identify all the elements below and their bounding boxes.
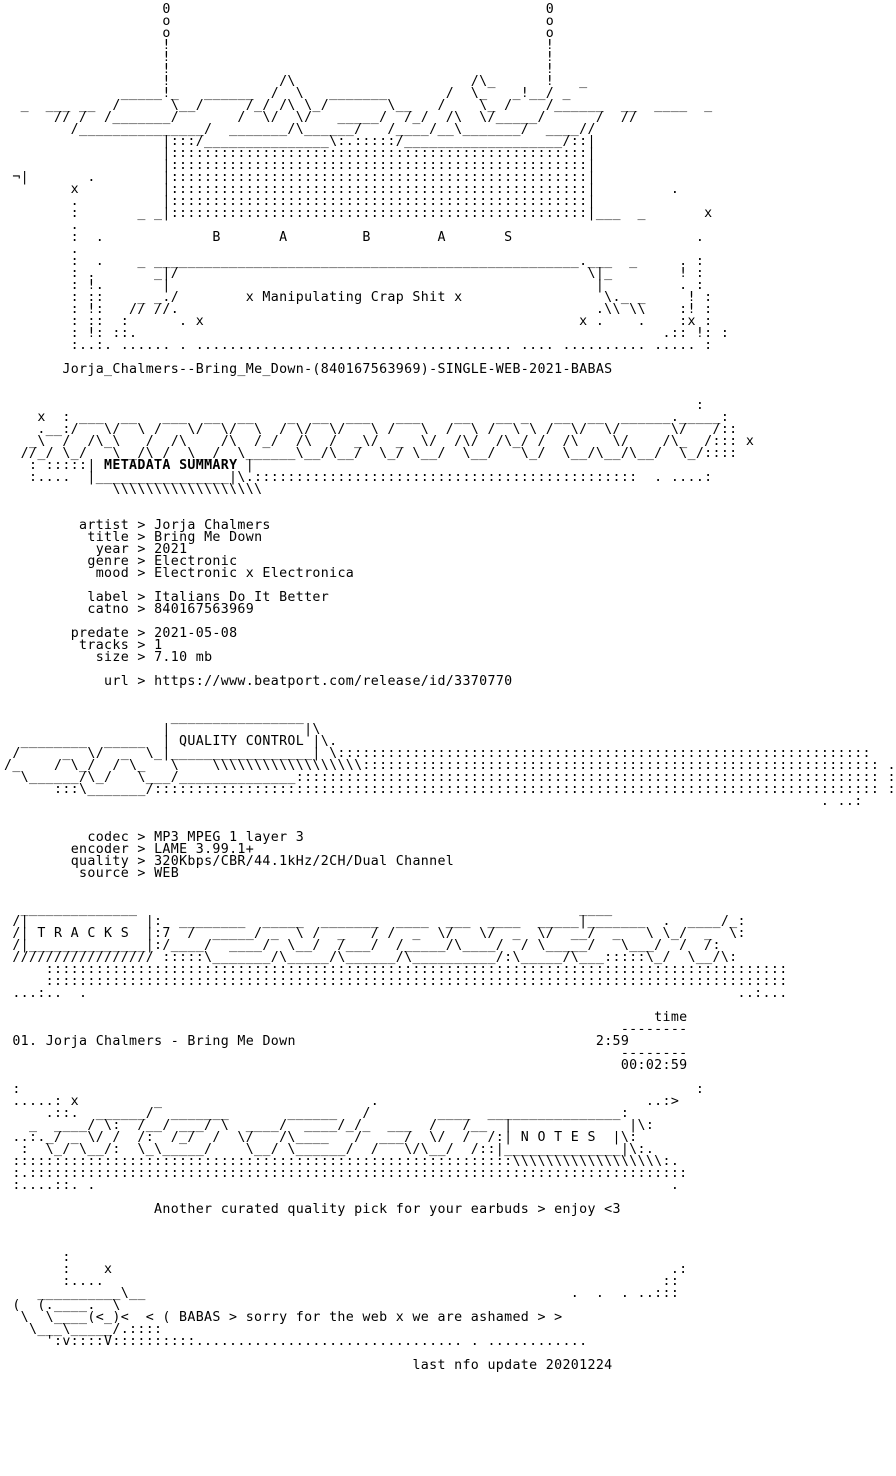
quality-value: 320Kbps/CBR/44.1kHz/2CH/Dual Channel [154, 854, 455, 869]
quality-value: LAME 3.99.1+ [154, 842, 255, 857]
notes-ascii-art: : : .....: x _ . ..:> .::. ______/ _______ ______ / ____ ________________: _ ____/ \: /__/ ___/ \ ____/ ____/_/_ ___ / /__ | |\: ..:._/ _ \/ / /: /_/ / \/ /\____ / ___/ \/ / /:| N O T E S |\: : \_/ \__/: \_\_____/ \__/ \______/ / \/\__/ /::|______________|\:. ::::::::::::::::::::::::::::::::::::::::::::::::::::::::::::\\\\\\\\\\\\\\\\\\:. :.::::::::::::::::::::::::::::::::::::::::::::::::::::::::::::::::::::::::::::::: :....::. . . [12, 1082, 705, 1193]
track-artist: Jorja Chalmers [45, 1034, 163, 1049]
metadata-value: 840167563969 [154, 602, 255, 617]
quality-key: encoder [70, 842, 130, 857]
footer-ascii-art-top: : : x .: :.... :: __________\__ . . . ..::: [37, 1250, 688, 1301]
release-url-link[interactable]: https://www.beatport.com/release/id/3370770 [154, 674, 513, 689]
quality-row-codec: codec > MP3 MPEG 1 layer 3 [87, 830, 305, 845]
metadata-value: Bring Me Down [154, 530, 263, 545]
metadata-key: catno [87, 602, 130, 617]
metadata-summary-label: METADATA SUMMARY [104, 458, 238, 473]
metadata-value: 2021-05-08 [154, 626, 238, 641]
metadata-row-year: year > 2021 [95, 542, 188, 557]
footer-ascii-art: ( (.____. \ \ \____(<_)< < ( BABAS > sorry for the web x we are ashamed > > \___\_____/.:::: ':v::::V::::::::::................................ . ............ [12, 1298, 588, 1349]
track-time: 2:59 [595, 1034, 630, 1049]
metadata-key: title [87, 530, 130, 545]
header-ascii-art: 0 0 o o o o ! ! ! ! ! ! ! /\ /\_ ! _ _____!_ ______ / \ _______ / \_ _!__/ _ _ ___ __ / \__/ /_/ /\ \_/ \__ / \_ / /______ __ ____ _ // / /_______/ / \/ \/ _____/ /_/ /\ \/_____/ / // /_______________/ _______/\______/ /____/__\_______/ ____// |:::/_______________\:.:::::/___________________/::| |::::::::::::::::::::::::::::::::::::::::::::::::::| |::::::::::::::::::::::::::::::::::::::::::::::::::| ¬| . |::::::::::::::::::::::::::::::::::::::::::::::::::| x |::::::::::::::::::::::::::::::::::::::::::::::::::| . . |::::::::::::::::::::::::::::::::::::::::::::::::::| : _ _|::::::::::::::::::::::::::::::::::::::::::::::::::|___ _ x . : . B A B A S . . : . _ ___________________________________________________.___ _ . : : . _|/ \|_ ! : : !. | | . : : :: _ _./ x Manipulating Crap Shit x \._ _ ! : : !: // //. .\\ \\ :! : : :: : . x x . . :x : : !: ::. .:: !: : :..:. ...... . ...................................... .... .......... ..... : [12, 2, 730, 353]
metadata-value: 2021 [154, 542, 188, 557]
metadata-ascii-art-bottom: :.... |________________|\.:::::::::::::::::::::::::::::::::::::::::::::: . ....: \\\\\\\\\\\\\\\\\\ [29, 470, 713, 497]
notes-text: Another curated quality pick for your earbuds > enjoy <3 [154, 1202, 621, 1217]
metadata-row-url: url > https://www.beatport.com/release/id/3370770 [104, 674, 513, 689]
last-update-line: last nfo update 20201224 [412, 1358, 613, 1373]
metadata-key: genre [87, 554, 130, 569]
metadata-key: year [95, 542, 130, 557]
metadata-row-label: label > Italians Do It Better [87, 590, 330, 605]
quality-control-ascii-art: ________________ | |\ ________ _____ | QUALITY CONTROL |\. / _ \/ _ \_|_________________| \:::::::::::::::::::::::::::::::::::::::::::::::::::::::::::::::: /_ / \_/ / \_ \ \\\\\\\\\\\\\\\\\\:::::::::::::::::::::::::::::::::::::::::::::::::::::::::::::: . \______/\_/ \___/______________:::::::::::::::::::::::::::::::::::::::::::::::::::::::::::::::::::::: : :::\_______/::::::::::::::::::::::::::::::::::::::::::::::::::::::::::::::::::::::::::::::::::::::: : . ..: [4, 710, 896, 809]
quality-key: quality [70, 854, 130, 869]
total-time: 00:02:59 [620, 1058, 688, 1073]
metadata-key: tracks [79, 638, 130, 653]
metadata-row-size: size > 7.10 mb [95, 650, 213, 665]
metadata-key: size [95, 650, 130, 665]
metadata-key: url [104, 674, 130, 689]
quality-value: WEB [154, 866, 180, 881]
metadata-key: artist [79, 518, 130, 533]
metadata-value: Italians Do It Better [154, 590, 330, 605]
quality-key: codec [87, 830, 130, 845]
quality-row-source: source > WEB [79, 866, 180, 881]
release-name: Jorja_Chalmers--Bring_Me_Down-(840167563969)-SINGLE-WEB-2021-BABAS [62, 362, 613, 377]
quality-key: source [79, 866, 130, 881]
quality-row-encoder: encoder > LAME 3.99.1+ [70, 842, 255, 857]
metadata-key: label [87, 590, 130, 605]
metadata-value: Jorja Chalmers [154, 518, 271, 533]
track-time-header: time [654, 1010, 688, 1025]
metadata-row-tracks: tracks > 1 [79, 638, 163, 653]
track-number: 01. [12, 1034, 38, 1049]
metadata-key: mood [95, 566, 130, 581]
tracks-ascii-art: ______________ ____ /| |: ________ _____ _______ ____ ___ ____ _____|_______ . ____/_: /| T R A C K S |:7 / _____/ _ \ / _ / / _ \/ \/ _ \/ __/ _ \ \_/ _ \: /|______________|:/____/ ____/ \__/ /___/ /_____/\____/ / \_____/ \___/ / /: ///////////////// :::::\_______/\_____/\______/\__________/:\_____/\___:::::\_/ \__/\: ::::::::::::::::::::::::::::::::::::::::::::::::::::::::::::::::::::::::::::::::::::::::: ::::::::::::::::::::::::::::::::::::::::::::::::::::::::::::::::::::::::::::::::::::::::: ...:.. . ..:... [12, 902, 788, 1001]
nfo-document: 0 0 o o o o ! ! ! ! ! ! ! /\ /\_ ! _ _____!_ ______ / \ _______ / \_ _!__/ _ _ ___ __ / \__/ /_/ /\ \_/ \__ / \_ / /______ __ ____ _ // / /_______/ / \/ \/ _____/ /_/ /\ \/_____/ / // /_______________/ _______/\______/ /____/__\_______/ ____// |:::/_______________\:.:::::/___________________/::| |::::::::::::::::::::::::::::::::::::::::::::::::::| |::::::::::::::::::::::::::::::::::::::::::::::::::| ¬| . |::::::::::::::::::::::::::::::::::::::::::::::::::| x |::::::::::::::::::::::::::::::::::::::::::::::::::| . . |::::::::::::::::::::::::::::::::::::::::::::::::::| : _ _|::::::::::::::::::::::::::::::::::::::::::::::::::|___ _ x . : . B A B A S . . : . _ ___________________________________________________.___ _ . : : . _|/ \|_ ! : : !. | | . : : :: _ _./ x Manipulating Crap Shit x \._ _ ! : : !: // //. .\\ \\ :! : : :: : . x x . . :x : : !: ::. .:: !: : :..:. ...... . ...................................... .... .......... ..... : Jorja_Chalmers--Bring_Me_Down-(840167563969)-SINGLE-WEB-2021-BABAS : x : ___ __ ___ __ __ _ __ ___ ___ __ __ _ __ __ ______._____: .__:/ \/ \ / \/ \/ \ / \/ \/ \ / \ / \ / \ \ / \/ \/ \/ /:: _\ / /\_\ / /\ /\ /_/ /\ / _\/ _ \/ /\/ /\_/ / /\ \/ /\_ /::: x //_/ \_/ \__/\_/ \__/ \______\__/\__/ \_/ \__/ \__/ \_/ \__/\__/\__/ \_/:::: : :::::| METADATA SUMMARY | :.... |________________|\.:::::::::::::::::::::::::::::::::::::::::::::: . ....: \\\\\\\\\\\\\\\\\\ artist > Jorja Chalmers title > Bring Me Down year > 2021 genre > Electronic mood > Electronic x Electronica label > Italians Do It Better catno > 840167563969 predate > 2021-05-08 tracks > 1 size > 7.10 mb url > https://www.beatport.com/release/id/3370770 ________________ | |\ ________ _____ | QUALITY CONTROL |\. / _ \/ _ \_|_________________| \:::::::::::::::::::::::::::::::::::::::::::::::::::::::::::::::: /_ / \_/ / \_ \ \\\\\\\\\\\\\\\\\\:::::::::::::::::::::::::::::::::::::::::::::::::::::::::::::: . \______/\_/ \___/______________:::::::::::::::::::::::::::::::::::::::::::::::::::::::::::::::::::::: : :::\_______/::::::::::::::::::::::::::::::::::::::::::::::::::::::::::::::::::::::::::::::::::::::: : . ..: codec > MP3 MPEG 1 layer 3 encoder > LAME 3.99.1+ quality > 320Kbps/CBR/44.1kHz/2CH/Dual Channel source > WEB ______________ ____ /| |: ________ _____ _______ ____ ___ ____ _____|_______ . ____/_: /| T R A C K S |:7 / _____/ _ \ / _ / / _ \/ \/ _ \/ __/ _ \ \_/ _ \: /|______________|:/____/ ____/ \__/ /___/ /_____/\____/ / \_____/ \___/ / /: ///////////////// :::::\_______/\_____/\______/\__________/:\_____/\___:::::\_/ \__/\: ::::::::::::::::::::::::::::::::::::::::::::::::::::::::::::::::::::::::::::::::::::::::: ::::::::::::::::::::::::::::::::::::::::::::::::::::::::::::::::::::::::::::::::::::::::: ...:.. . ..:... time -------- 01. Jorja Chalmers - Bring Me Down 2:59 -------- 00:02:59 : : .....: x _ . ..:> .::. ______/ _______ ______ / ____ ________________: _ ____/ \: /__/ ___/ \ ____/ ____/_/_ ___ / /__ | |\: ..:._/ _ \/ / /: /_/ / \/ /\____ / ___/ \/ / /:| N O T E S |\: : \_/ \__/: \_\_____/ \__/ \______/ / \/\__/ /::|______________|\:. ::::::::::::::::::::::::::::::::::::::::::::::::::::::::::::\\\\\\\\\\\\\\\\\\:. :.::::::::::::::::::::::::::::::::::::::::::::::::::::::::::::::::::::::::::::::: :....::. . . Another curated quality pick for your earbuds > enjoy <3 : : x .: :.... :: __________\__ . . . ..::: ( (.____. \ \ \____(<_)< < ( BABAS > sorry for the web x we are ashamed > > \___\_____/.:::: ':v::::V::::::::::................................ . ............ last nfo update 20201224 [4, 2, 896, 1373]
metadata-value: Electronic [154, 554, 238, 569]
quality-value: MP3 MPEG 1 layer 3 [154, 830, 305, 845]
metadata-row-artist: artist > Jorja Chalmers [79, 518, 271, 533]
track-title: Bring Me Down [187, 1034, 296, 1049]
metadata-value: Electronic x Electronica [154, 566, 355, 581]
metadata-value: 1 [154, 638, 163, 653]
metadata-row-title: title > Bring Me Down [87, 530, 263, 545]
metadata-key: predate [70, 626, 130, 641]
metadata-row-genre: genre > Electronic [87, 554, 238, 569]
metadata-row-mood: mood > Electronic x Electronica [95, 566, 355, 581]
metadata-value: 7.10 mb [154, 650, 213, 665]
metadata-row-catno: catno > 840167563969 [87, 602, 255, 617]
metadata-ascii-art-top: : x : ___ __ ___ __ __ _ __ ___ ___ __ __ _ __ __ ______._____: .__:/ \/ \ / \/ \/ \ / \/ \/ \ / \ / \ / \ \ / \/ \/ \/ /:: _\ / /\_\ / /\ /\ /_/ /\ / _\/ _ \/ /\/ /\_/ / /\ \/ /\_ /::: x //_/ \_/ \__/\_/ \__/ \______\__/\__/ \_/ \__/ \__/ \_/ \__/\__/\__/ \_/:::: : :::::| [20, 398, 755, 473]
track-row: 01. Jorja Chalmers - Bring Me Down 2:59 [12, 1034, 630, 1049]
metadata-row-predate: predate > 2021-05-08 [70, 626, 238, 641]
quality-row-quality: quality > 320Kbps/CBR/44.1kHz/2CH/Dual Channel [70, 854, 455, 869]
